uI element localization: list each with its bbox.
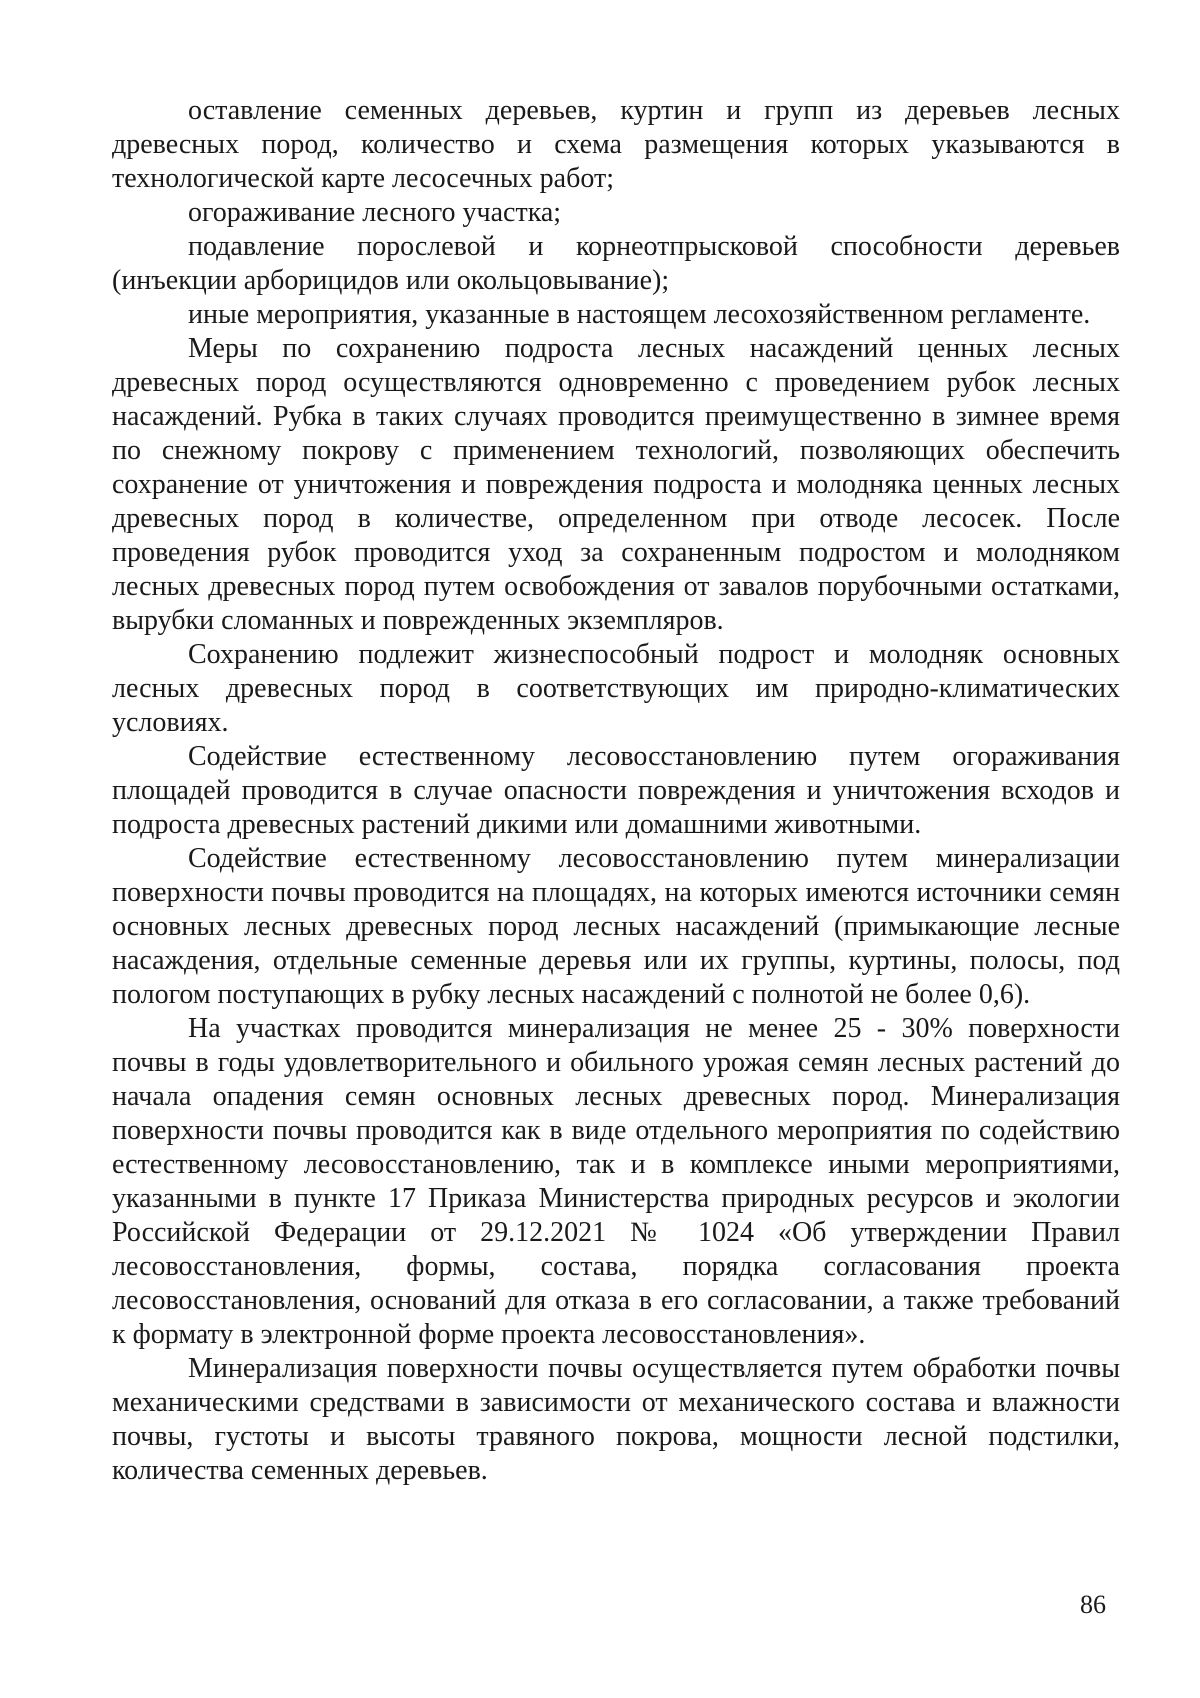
page-number: 86	[1080, 1590, 1106, 1619]
paragraph-mineralization-method: Минерализация поверхности почвы осуществляется путем обработки почвы механическими средствами в зависимости от механического состава и влажности почвы, густоты и высоты травяного покрова, мощности лесной подстилки, количества семенных деревьев.	[112, 1353, 1120, 1486]
paragraph-seed-trees: оставление семенных деревьев, куртин и групп из деревьев лесных древесных пород, количество и схема размещения которых указываются в технологической карте лесосечных работ;	[112, 95, 1120, 194]
paragraph-mineralization-sources: Содействие естественному лесовосстановлению путем минерализации поверхности почвы проводится на площадях, на которых имеются источники семян основных лесных древесных пород лесных насаждений (примыкающие лесные насаждения, отдельные семенные деревья или их группы, куртины, полосы, под пологом поступающих в рубку лесных насаждений с полнотой не более 0,6).	[112, 843, 1120, 1010]
paragraph-other-measures: иные мероприятия, указанные в настоящем лесохозяйственном регламенте.	[188, 299, 1091, 330]
paragraph-suppression: подавление порослевой и корнеотпрысковой способности деревьев (инъекции арборицидов или окольцовывание);	[112, 231, 1120, 296]
paragraph-undergrowth-preservation: Меры по сохранению подроста лесных насаждений ценных лесных древесных пород осуществляются одновременно с проведением рубок лесных насаждений. Рубка в таких случаях проводится преимущественно в зимнее время по снежному покрову с применением технологий, позволяющих обеспечить сохранение от уничтожения и повреждения подроста и молодняка ценных лесных древесных пород в количестве, определенном при отводе лесосек. После проведения рубок проводится уход за сохраненным подростом и молодняком лесных древесных пород путем освобождения от завалов порубочными остатками, вырубки сломанных и поврежденных экземпляров.	[112, 333, 1120, 636]
document-body	[112, 94, 1120, 1488]
paragraph-fencing: огораживание лесного участка;	[188, 197, 562, 228]
paragraph-fencing-areas: Содействие естественному лесовосстановлению путем огораживания площадей проводится в случае опасности повреждения и уничтожения всходов и подроста древесных растений дикими или домашними животными.	[112, 741, 1120, 840]
paragraph-mineralization-rate: На участках проводится минерализация не менее 25 - 30% поверхности почвы в годы удовлетворительного и обильного урожая семян лесных растений до начала опадения семян основных лесных древесных пород. Минерализация поверхности почвы проводится как в виде отдельного мероприятия по содействию естественному лесовосстановлению, так и в комплексе иными мероприятиями, указанными в пункте 17 Приказа Министерства природных ресурсов и экологии Российской Федерации от 29.12.2021 № 1024 «Об утверждении Правил лесовосстановления, формы, состава, порядка согласования проекта лесовосстановления, оснований для отказа в его согласовании, а также требований к формату в электронной форме проекта лесовосстановления».	[112, 1013, 1120, 1350]
paragraph-viable-undergrowth: Сохранению подлежит жизнеспособный подрост и молодняк основных лесных древесных пород в соответствующих им природно-климатических условиях.	[112, 639, 1120, 738]
